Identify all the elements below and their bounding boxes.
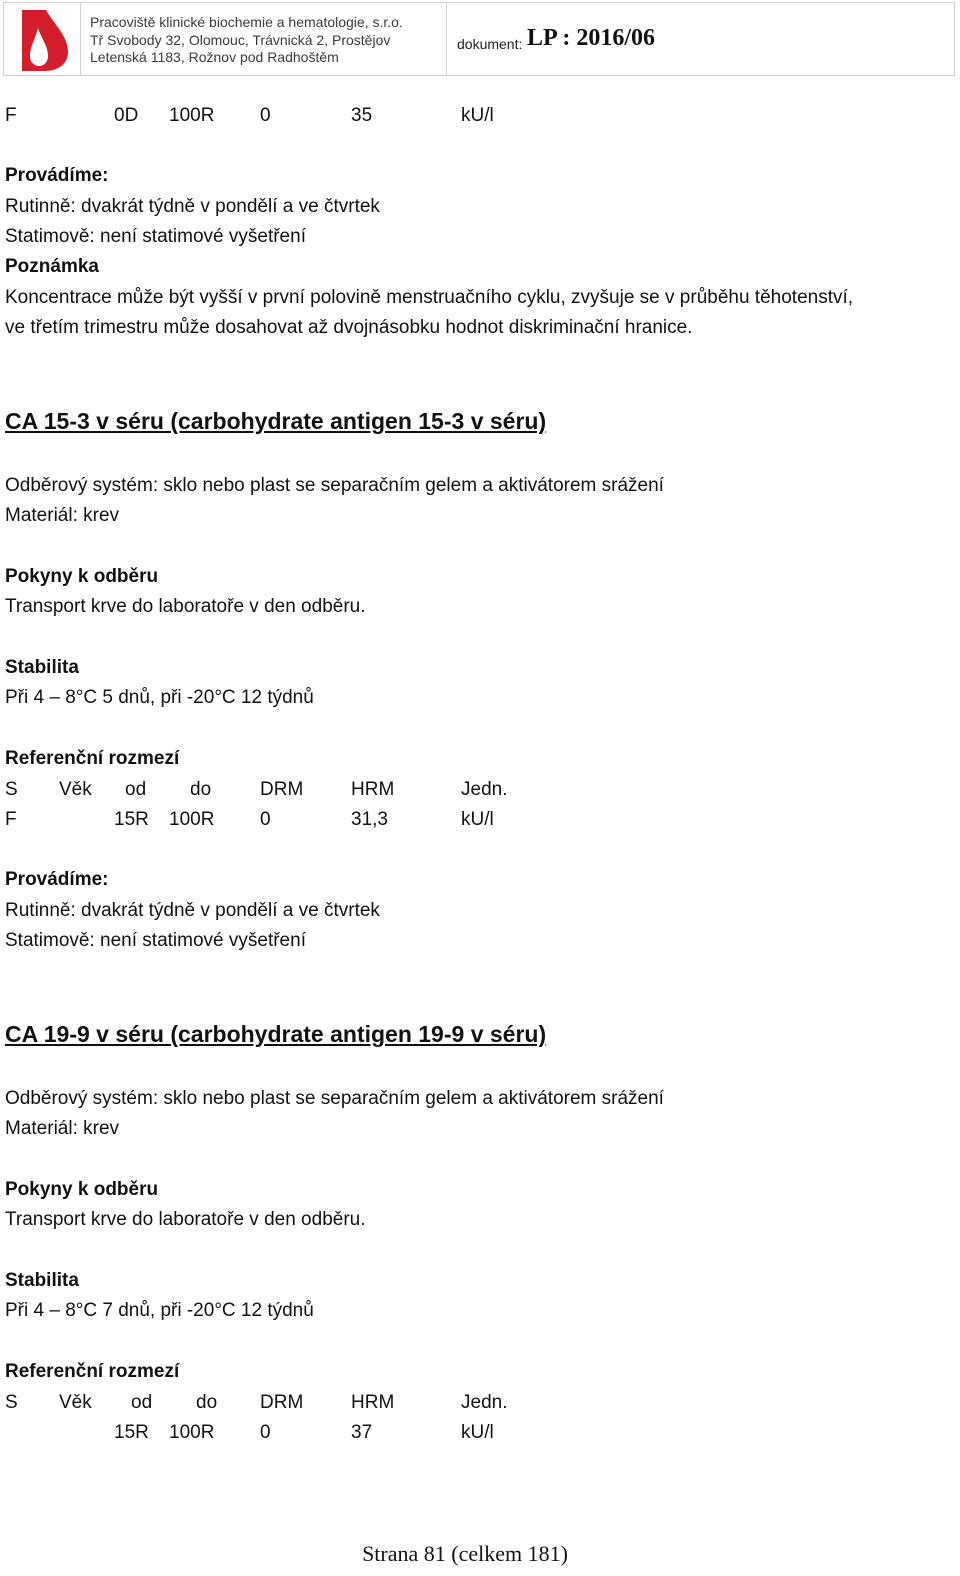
address-cell xyxy=(80,3,447,75)
ref-cell: 100R xyxy=(169,809,215,830)
poznamka-text-2: ve třetím trimestru může dosahovat až dvojnásobku hodnot diskriminační hranice. xyxy=(5,317,693,338)
ref-header-cell: Jedn. xyxy=(461,779,508,800)
stabilita-label: Stabilita xyxy=(5,1270,79,1291)
section-title-ca199: CA 19-9 v séru (carbohydrate antigen 19-9 v séru) xyxy=(5,1021,547,1047)
ref-cell: F xyxy=(5,809,17,830)
poznamka-label: Poznámka xyxy=(5,256,99,277)
org-address-2: Letenská 1183, Rožnov pod Radhoštěm xyxy=(90,49,339,65)
ref-header-cell: HRM xyxy=(351,1392,395,1413)
odberovy-system: Odběrový systém: sklo nebo plast se separačním gelem a aktivátorem srážení xyxy=(5,1088,664,1109)
document-id-cell xyxy=(447,3,954,75)
stabilita-text: Při 4 – 8°C 5 dnů, při -20°C 12 týdnů xyxy=(5,687,314,708)
ref-header-cell: Věk xyxy=(59,779,92,800)
ref-cell: 100R xyxy=(169,105,215,126)
statimove-text: Statimově: není statimové vyšetření xyxy=(5,226,306,247)
ref-cell: kU/l xyxy=(461,809,494,830)
ref-cell: F xyxy=(5,105,17,126)
page-number: Strana 81 (celkem 181) xyxy=(362,1541,568,1566)
blood-drop-logo-icon xyxy=(12,6,72,72)
section-title-ca153: CA 15-3 v séru (carbohydrate antigen 15-3 v séru) xyxy=(5,408,547,434)
rutinne-text: Rutinně: dvakrát týdně v pondělí a ve čtvrtek xyxy=(5,900,380,921)
ref-row xyxy=(0,809,960,831)
document-header xyxy=(3,2,955,76)
ref-row xyxy=(0,1422,960,1444)
rutinne-text: Rutinně: dvakrát týdně v pondělí a ve čtvrtek xyxy=(5,196,380,217)
pokyny-text: Transport krve do laboratoře v den odběru. xyxy=(5,596,366,617)
ref-header-cell: DRM xyxy=(260,779,304,800)
ref-cell: 37 xyxy=(351,1422,373,1443)
ref-cell: kU/l xyxy=(461,1422,494,1443)
ref-header-row xyxy=(0,779,960,801)
poznamka-text-1: Koncentrace může být vyšší v první polovině menstruačního cyklu, zvyšuje se v průběhu těhotenství, xyxy=(5,287,854,308)
ref-cell: 0 xyxy=(260,809,271,830)
ref-cell: 0 xyxy=(260,1422,271,1443)
material: Materiál: krev xyxy=(5,505,120,526)
material: Materiál: krev xyxy=(5,1118,120,1139)
pokyny-label: Pokyny k odběru xyxy=(5,566,159,587)
document-label: dokument: xyxy=(457,36,523,52)
statimove-text: Statimově: není statimové vyšetření xyxy=(5,930,306,951)
ref-header-cell: od xyxy=(125,779,147,800)
ref-cell: 31,3 xyxy=(351,809,388,830)
ref-header-cell: HRM xyxy=(351,779,395,800)
ref-row-top xyxy=(0,105,960,127)
pokyny-label: Pokyny k odběru xyxy=(5,1179,159,1200)
odberovy-system: Odběrový systém: sklo nebo plast se separačním gelem a aktivátorem srážení xyxy=(5,475,664,496)
ref-header-cell: do xyxy=(196,1392,218,1413)
referencni-rozmezi-label: Referenční rozmezí xyxy=(5,748,180,769)
document-code: LP : 2016/06 xyxy=(527,25,656,51)
ref-cell: 15R xyxy=(114,809,149,830)
ref-cell: 0 xyxy=(260,105,271,126)
stabilita-text: Při 4 – 8°C 7 dnů, při -20°C 12 týdnů xyxy=(5,1300,314,1321)
provadime-label: Provádíme: xyxy=(5,165,109,186)
ref-cell: 15R xyxy=(114,1422,149,1443)
ref-header-cell: od xyxy=(131,1392,153,1413)
ref-header-row xyxy=(0,1392,960,1414)
ref-header-cell: Věk xyxy=(59,1392,92,1413)
ref-header-cell: S xyxy=(5,779,18,800)
ref-header-cell: DRM xyxy=(260,1392,304,1413)
ref-cell: 0D xyxy=(114,105,139,126)
stabilita-label: Stabilita xyxy=(5,657,79,678)
provadime-label: Provádíme: xyxy=(5,869,109,890)
ref-header-cell: Jedn. xyxy=(461,1392,508,1413)
referencni-rozmezi-label: Referenční rozmezí xyxy=(5,1361,180,1382)
ref-header-cell: do xyxy=(190,779,212,800)
ref-cell: 100R xyxy=(169,1422,215,1443)
logo-cell xyxy=(4,3,81,75)
ref-header-cell: S xyxy=(5,1392,18,1413)
org-name: Pracoviště klinické biochemie a hematologie, s.r.o. xyxy=(90,14,403,30)
ref-cell: 35 xyxy=(351,105,373,126)
org-address-1: Tř Svobody 32, Olomouc, Trávnická 2, Prostějov xyxy=(90,32,391,48)
pokyny-text: Transport krve do laboratoře v den odběru. xyxy=(5,1209,366,1230)
ref-cell: kU/l xyxy=(461,105,494,126)
